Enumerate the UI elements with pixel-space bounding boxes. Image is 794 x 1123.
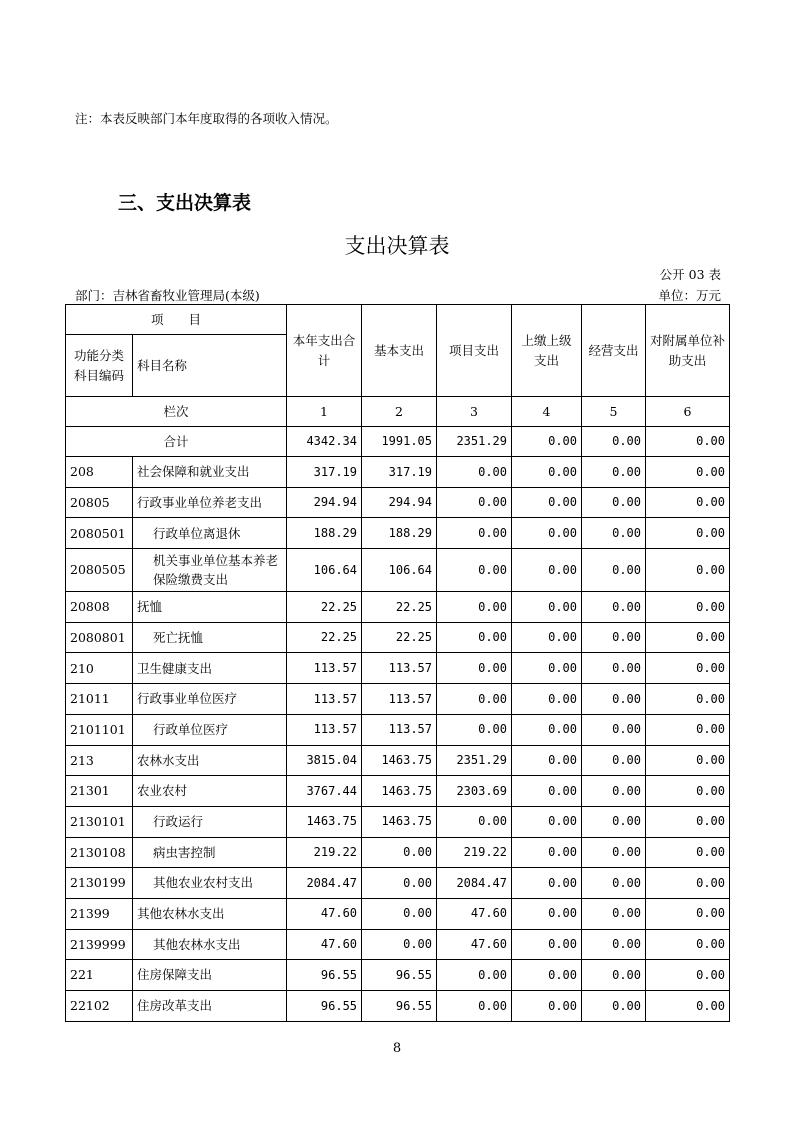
table-row [66, 868, 730, 899]
row-value: 0.00 [362, 929, 437, 960]
row-value: 2084.47 [437, 868, 512, 899]
row-value: 0.00 [646, 745, 730, 776]
row-value: 0.00 [437, 684, 512, 715]
row-value: 22.25 [287, 622, 362, 653]
row-value: 0.00 [512, 991, 582, 1022]
row-code: 213 [66, 745, 133, 776]
row-value: 0.00 [646, 457, 730, 488]
row-code: 210 [66, 653, 133, 684]
row-value: 0.00 [437, 714, 512, 745]
row-value: 0.00 [437, 518, 512, 549]
row-name: 其他农林水支出 [133, 898, 287, 929]
row-value: 294.94 [287, 487, 362, 518]
col-number: 3 [437, 397, 512, 427]
col-number: 5 [582, 397, 646, 427]
row-value: 0.00 [582, 991, 646, 1022]
row-name: 机关事业单位基本养老保险缴费支出 [133, 549, 287, 592]
row-value: 0.00 [512, 592, 582, 623]
row-value: 22.25 [362, 622, 437, 653]
row-value: 0.00 [582, 714, 646, 745]
row-value: 0.00 [582, 487, 646, 518]
row-value: 0.00 [512, 549, 582, 592]
row-value: 47.60 [287, 898, 362, 929]
row-value: 188.29 [287, 518, 362, 549]
table-row [66, 776, 730, 807]
row-value: 0.00 [646, 549, 730, 592]
header-item: 项 目 [66, 305, 287, 335]
table-row [66, 684, 730, 715]
row-code: 2080505 [66, 549, 133, 592]
table-title: 支出决算表 [344, 234, 450, 258]
row-name: 抚恤 [133, 592, 287, 623]
row-code: 2130199 [66, 868, 133, 899]
row-value: 0.00 [582, 929, 646, 960]
row-value: 0.00 [512, 806, 582, 837]
row-value: 0.00 [362, 898, 437, 929]
row-name: 农业农村 [133, 776, 287, 807]
row-value: 1463.75 [362, 776, 437, 807]
expenditure-table [65, 304, 730, 1022]
row-value: 0.00 [512, 457, 582, 488]
row-value: 0.00 [582, 549, 646, 592]
sum-value: 0.00 [646, 427, 730, 457]
header-code: 功能分类科目编码 [66, 335, 133, 397]
row-value: 0.00 [646, 714, 730, 745]
row-value: 113.57 [362, 653, 437, 684]
row-value: 2351.29 [437, 745, 512, 776]
department-label: 部门：吉林省畜牧业管理局(本级) [75, 288, 260, 303]
row-value: 317.19 [287, 457, 362, 488]
row-value: 0.00 [437, 806, 512, 837]
row-value: 0.00 [437, 592, 512, 623]
row-value: 96.55 [287, 991, 362, 1022]
row-value: 96.55 [287, 960, 362, 991]
row-value: 0.00 [646, 776, 730, 807]
table-row [66, 518, 730, 549]
row-value: 0.00 [512, 653, 582, 684]
row-value: 0.00 [646, 684, 730, 715]
form-code: 公开 03 表 [659, 267, 721, 282]
row-value: 2303.69 [437, 776, 512, 807]
row-value: 219.22 [437, 837, 512, 868]
row-name: 农林水支出 [133, 745, 287, 776]
row-name: 行政单位医疗 [133, 714, 287, 745]
row-value: 188.29 [362, 518, 437, 549]
sum-value: 0.00 [582, 427, 646, 457]
sum-value: 4342.34 [287, 427, 362, 457]
row-value: 0.00 [512, 898, 582, 929]
row-value: 0.00 [512, 518, 582, 549]
table-row [66, 487, 730, 518]
table-row [66, 991, 730, 1022]
row-value: 0.00 [512, 622, 582, 653]
row-value: 0.00 [582, 837, 646, 868]
row-value: 0.00 [512, 745, 582, 776]
row-value: 0.00 [582, 960, 646, 991]
row-value: 113.57 [287, 714, 362, 745]
row-value: 0.00 [512, 960, 582, 991]
row-value: 3815.04 [287, 745, 362, 776]
row-value: 0.00 [646, 592, 730, 623]
header-name: 科目名称 [133, 335, 287, 397]
row-value: 0.00 [582, 518, 646, 549]
sum-value: 0.00 [512, 427, 582, 457]
row-name: 其他农林水支出 [133, 929, 287, 960]
row-code: 20808 [66, 592, 133, 623]
row-value: 1463.75 [362, 806, 437, 837]
row-value: 2084.47 [287, 868, 362, 899]
table-row [66, 622, 730, 653]
row-code: 221 [66, 960, 133, 991]
sum-row-label: 合计 [66, 427, 287, 457]
row-value: 0.00 [512, 929, 582, 960]
row-value: 0.00 [362, 868, 437, 899]
row-name: 住房改革支出 [133, 991, 287, 1022]
table-row [66, 714, 730, 745]
row-value: 0.00 [512, 714, 582, 745]
row-value: 106.64 [287, 549, 362, 592]
row-value: 317.19 [362, 457, 437, 488]
row-value: 0.00 [582, 776, 646, 807]
row-code: 208 [66, 457, 133, 488]
row-code: 2130108 [66, 837, 133, 868]
row-name: 死亡抚恤 [133, 622, 287, 653]
col-number: 4 [512, 397, 582, 427]
table-row [66, 806, 730, 837]
unit-label: 单位：万元 [658, 288, 721, 303]
row-value: 47.60 [437, 929, 512, 960]
row-value: 294.94 [362, 487, 437, 518]
row-value: 0.00 [437, 960, 512, 991]
table-row [66, 653, 730, 684]
row-code: 2080801 [66, 622, 133, 653]
row-value: 0.00 [582, 898, 646, 929]
row-value: 0.00 [582, 868, 646, 899]
table-row [66, 837, 730, 868]
row-name: 其他农业农村支出 [133, 868, 287, 899]
row-value: 0.00 [646, 622, 730, 653]
header-subsidy: 对附属单位补助支出 [646, 305, 730, 397]
row-value: 22.25 [287, 592, 362, 623]
row-value: 113.57 [287, 684, 362, 715]
row-value: 0.00 [582, 684, 646, 715]
row-value: 0.00 [582, 745, 646, 776]
row-value: 47.60 [437, 898, 512, 929]
row-code: 21011 [66, 684, 133, 715]
row-value: 0.00 [582, 806, 646, 837]
row-code: 22102 [66, 991, 133, 1022]
row-name: 行政单位离退休 [133, 518, 287, 549]
row-name: 行政事业单位养老支出 [133, 487, 287, 518]
row-value: 0.00 [646, 929, 730, 960]
row-value: 0.00 [646, 806, 730, 837]
section-heading: 三、支出决算表 [118, 192, 252, 214]
row-value: 0.00 [437, 991, 512, 1022]
row-value: 96.55 [362, 960, 437, 991]
col-number: 2 [362, 397, 437, 427]
row-value: 0.00 [646, 837, 730, 868]
row-value: 0.00 [646, 898, 730, 929]
header-business: 经营支出 [582, 305, 646, 397]
row-code: 2101101 [66, 714, 133, 745]
row-value: 0.00 [437, 487, 512, 518]
table-row [66, 898, 730, 929]
row-value: 113.57 [287, 653, 362, 684]
row-value: 0.00 [646, 653, 730, 684]
header-upper: 上缴上级支出 [512, 305, 582, 397]
row-value: 22.25 [362, 592, 437, 623]
row-value: 0.00 [582, 457, 646, 488]
row-value: 1463.75 [287, 806, 362, 837]
sum-value: 2351.29 [437, 427, 512, 457]
row-name: 卫生健康支出 [133, 653, 287, 684]
header-total: 本年支出合计 [287, 305, 362, 397]
row-value: 0.00 [437, 457, 512, 488]
table-note: 注：本表反映部门本年度取得的各项收入情况。 [75, 111, 338, 126]
row-value: 113.57 [362, 714, 437, 745]
row-code: 20805 [66, 487, 133, 518]
row-value: 0.00 [512, 868, 582, 899]
row-value: 0.00 [512, 487, 582, 518]
row-value: 0.00 [582, 653, 646, 684]
row-value: 0.00 [646, 960, 730, 991]
row-value: 0.00 [646, 868, 730, 899]
row-code: 21399 [66, 898, 133, 929]
row-value: 0.00 [362, 837, 437, 868]
sum-value: 1991.05 [362, 427, 437, 457]
row-value: 47.60 [287, 929, 362, 960]
row-value: 0.00 [646, 487, 730, 518]
col-number: 6 [646, 397, 730, 427]
row-value: 1463.75 [362, 745, 437, 776]
row-value: 0.00 [437, 653, 512, 684]
table-row [66, 745, 730, 776]
row-name: 行政运行 [133, 806, 287, 837]
row-value: 0.00 [512, 776, 582, 807]
row-value: 0.00 [646, 991, 730, 1022]
row-value: 106.64 [362, 549, 437, 592]
row-name: 住房保障支出 [133, 960, 287, 991]
table-row [66, 929, 730, 960]
row-code: 2139999 [66, 929, 133, 960]
row-value: 96.55 [362, 991, 437, 1022]
row-value: 0.00 [437, 622, 512, 653]
row-code: 2080501 [66, 518, 133, 549]
table-row [66, 960, 730, 991]
table-row [66, 549, 730, 592]
row-value: 113.57 [362, 684, 437, 715]
header-basic: 基本支出 [362, 305, 437, 397]
row-value: 0.00 [437, 549, 512, 592]
row-code: 21301 [66, 776, 133, 807]
table-row [66, 592, 730, 623]
row-number-label: 栏次 [66, 397, 287, 427]
row-name: 病虫害控制 [133, 837, 287, 868]
row-name: 社会保障和就业支出 [133, 457, 287, 488]
page-number: 8 [392, 1041, 402, 1056]
row-value: 0.00 [582, 622, 646, 653]
row-value: 3767.44 [287, 776, 362, 807]
col-number: 1 [287, 397, 362, 427]
header-project: 项目支出 [437, 305, 512, 397]
row-value: 219.22 [287, 837, 362, 868]
row-value: 0.00 [646, 518, 730, 549]
row-value: 0.00 [512, 684, 582, 715]
row-value: 0.00 [512, 837, 582, 868]
row-value: 0.00 [582, 592, 646, 623]
table-row [66, 457, 730, 488]
row-code: 2130101 [66, 806, 133, 837]
row-name: 行政事业单位医疗 [133, 684, 287, 715]
